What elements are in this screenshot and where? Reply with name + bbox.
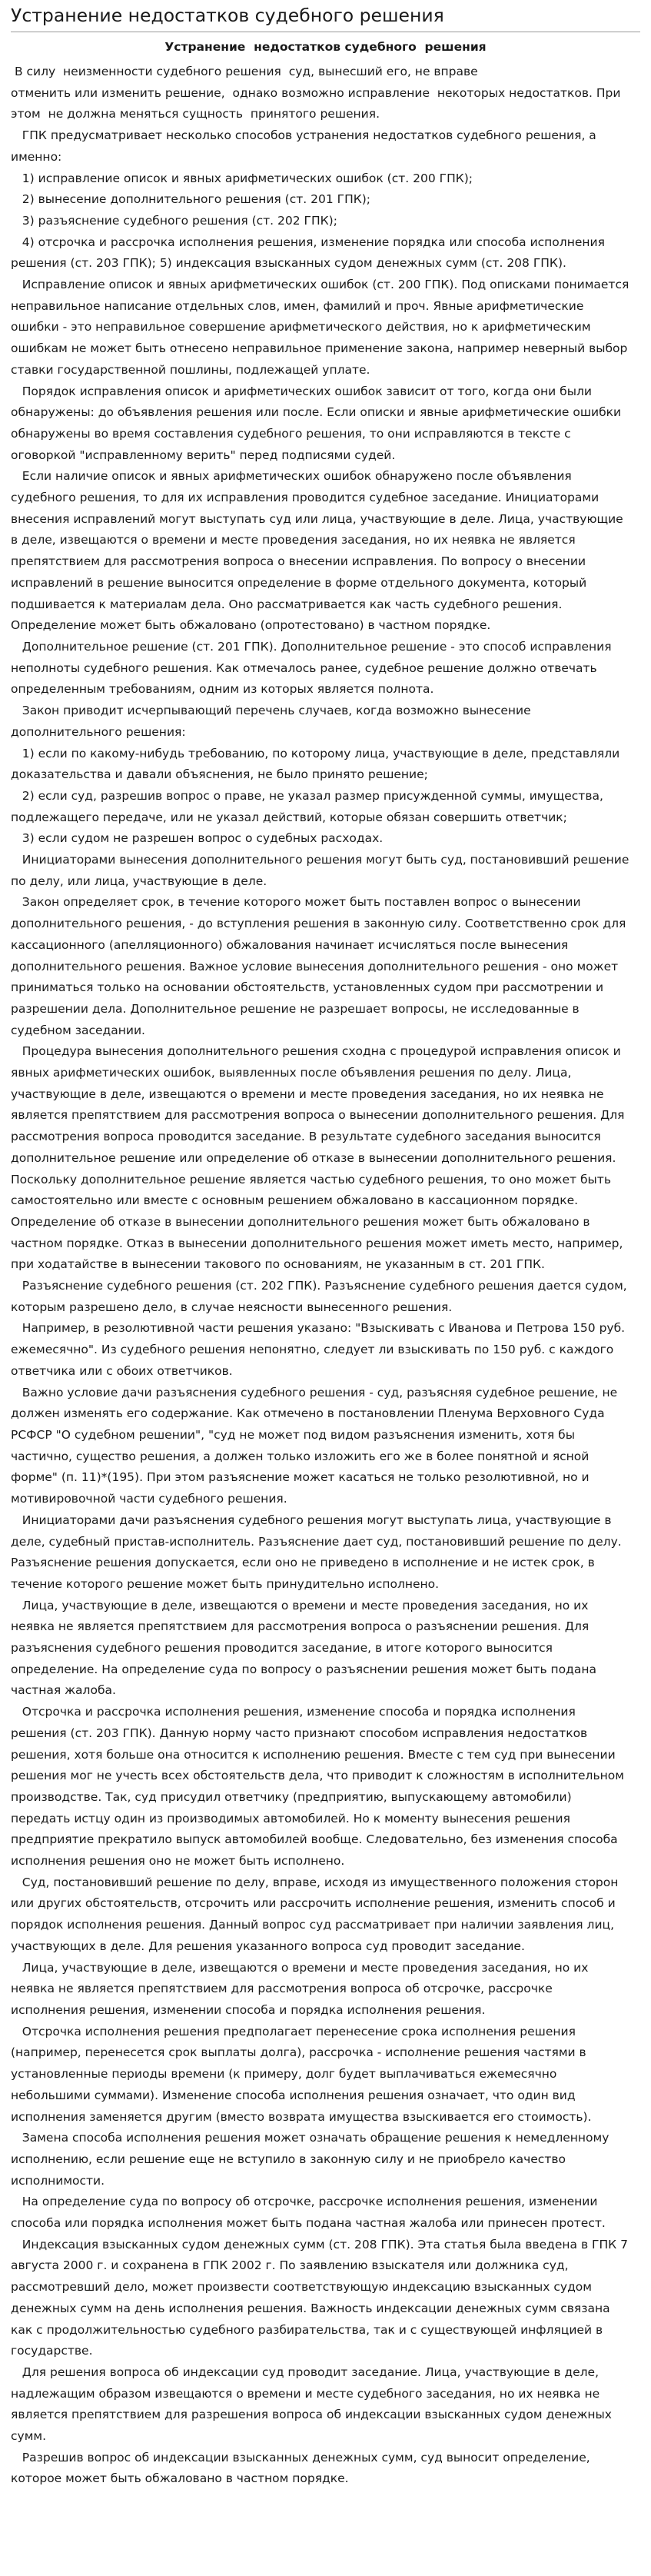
article-paragraph: Исправление описок и явных арифметических ошибок (ст. 200 ГПК). Под описками понимается неправильное написание отдельных слов, имен, фамилий и проч. Явные арифметические ошибки - это неправильное совершение арифметического действия, но к арифметическим ошибкам не может быть отнесено неправильное применение закона, например неверный выбор ставки государственной пошлины, подлежащей уплате.: [11, 278, 629, 377]
article-paragraph: Например, в резолютивной части решения указано: "Взыскивать с Иванова и Петрова 150 руб. ежемесячно". Из судебного решения непонятно, следует ли взыскивать по 150 руб. с каждого ответчика или с обоих ответчиков.: [11, 1321, 626, 1378]
article-body: [11, 62, 640, 2490]
article-paragraph: ГПК предусматривает несколько способов устранения недостатков судебного решения, а именно:: [11, 128, 596, 164]
article-paragraph: Замена способа исполнения решения может означать обращение решения к немедленному исполнению, если решение еще не вступило в законную силу и не приобрело качество исполнимости.: [11, 2131, 609, 2188]
article-paragraph: 3) разъяснение судебного решения (ст. 202 ГПК);: [11, 213, 337, 228]
article-paragraph: Лица, участвующие в деле, извещаются о времени и месте проведения заседания, но их неявка не является препятствием для рассмотрения вопроса об отсрочке, рассрочке исполнения решения, изменении способа и порядка исполнения решения.: [11, 1960, 589, 2017]
article-title: Устранение недостатков судебного решения: [164, 40, 487, 54]
article-paragraph: Важно условие дачи разъяснения судебного решения - суд, разъясняя судебное решение, не должен изменять его содержание. Как отмечено в постановлении Пленума Верховного Суда РСФСР "О судебном решении", "суд не может под видом разъяснения изменить, хотя бы частично, существо решения, а должен только изложить его же в более понятной и ясной форме" (п. 11)*(195). При этом разъяснение может касаться не только резолютивной, но и мотивировочной части судебного решения.: [11, 1385, 618, 1506]
article-paragraph: 1) если по какому-нибудь требованию, по которому лица, участвующие в деле, представляли доказательства и давали объяснения, не было принято решение;: [11, 746, 620, 782]
article-paragraph: Закон определяет срок, в течение которого может быть поставлен вопрос о вынесении дополнительного решения, - до вступления решения в законную силу. Соответственно срок для кассационного (апелляционного) обжалования начинает исчисляться после вынесения дополнительного решения. Важное условие вынесения дополнительного решения - оно может приниматься только на основании обстоятельств, установленных судом при рассмотрении и разрешении дела. Дополнительное решение не разрешает вопросы, не исследованные в судебном заседании.: [11, 895, 626, 1037]
page-title: Устранение недостатков судебного решения: [11, 0, 640, 32]
article-paragraph: Если наличие описок и явных арифметических ошибок обнаружено после объявления судебного решения, то для их исправления проводится судебное заседание. Инициаторами внесения исправлений могут выступать суд или лица, участвующие в деле. Лица, участвующие в деле, извещаются о времени и месте проведения заседания, но их неявка не является препятствием для рассмотрения вопроса о внесении исправления. По вопросу о внесении исправлений в решение выносится определение в форме отдельного документа, который подшивается к материалам дела. Оно рассматривается как часть судебного решения. Определение может быть обжаловано (опротестовано) в частном порядке.: [11, 469, 623, 633]
article-paragraph: 1) исправление описок и явных арифметических ошибок (ст. 200 ГПК);: [11, 171, 473, 185]
article-paragraph: Отсрочка и рассрочка исполнения решения, изменение способа и порядка исполнения решения (ст. 203 ГПК). Данную норму часто признают способом исправления недостатков решения, хотя больше она относится к исполнению решения. Вместе с тем суд при вынесении решения мог не учесть всех обстоятельств дела, что приводит к сложностям в исполнительном производстве. Так, суд присудил ответчику (предприятию, выпускающему автомобили) передать истцу один из производимых автомобилей. Но к моменту вынесения решения предприятие прекратило выпуск автомобилей вообще. Следовательно, без изменения способа исполнения решения оно не может быть исполнено.: [11, 1705, 624, 1869]
article-paragraph: На определение суда по вопросу об отсрочке, рассрочке исполнения решения, изменении способа или порядка исполнения может быть подана частная жалоба или принесен протест.: [11, 2195, 606, 2231]
article-paragraph: Порядок исправления описок и арифметических ошибок зависит от того, когда они были обнаружены: до объявления решения или после. Если описки и явные арифметические ошибки обнаружены во время составления судебного решения, то они исправляются в тексте с оговоркой "исправленному верить" перед подписями судей.: [11, 384, 622, 462]
article-paragraph: Индексация взысканных судом денежных сумм (ст. 208 ГПК). Эта статья была введена в ГПК 7 августа 2000 г. и сохранена в ГПК 2002 г. По заявлению взыскателя или должника суд, рассмотревший дело, может произвести соответствующую индексацию взысканных судом денежных сумм на день исполнения решения. Важность индексации денежных сумм связана как с продолжительностью судебного разбирательства, так и с существующей инфляцией в государстве.: [11, 2237, 628, 2358]
article-paragraph: 2) вынесение дополнительного решения (ст. 201 ГПК);: [11, 192, 370, 207]
article-paragraph: Инициаторами вынесения дополнительного решения могут быть суд, постановивший решение по делу, или лица, участвующие в деле.: [11, 853, 629, 888]
article-paragraph: Суд, постановивший решение по делу, вправе, исходя из имущественного положения сторон или других обстоятельств, отсрочить или рассрочить исполнение решения, изменить способ и порядок исполнения решения. Данный вопрос суд рассматривает при наличии заявления лиц, участвующих в деле. Для решения указанного вопроса суд проводит заседание.: [11, 1875, 619, 1953]
article-paragraph: Процедура вынесения дополнительного решения сходна с процедурой исправления описок и явных арифметических ошибок, выявленных после объявления решения по делу. Лица, участвующие в деле, извещаются о времени и месте проведения заседания, но их неявка не является препятствием для рассмотрения вопроса о вынесении дополнительного решения. Для рассмотрения вопроса проводится заседание. В результате судебного заседания выносится дополнительное решение или определение об отказе в вынесении дополнительного решения. Поскольку дополнительное решение является частью судебного решения, то оно может быть самостоятельно или вместе с основным решением обжаловано в кассационном порядке. Определение об отказе в вынесении дополнительного решения может быть обжаловано в частном порядке. Отказ в вынесении дополнительного решения может иметь место, например, при ходатайстве в вынесении такового по основаниям, не указанным в ст. 201 ГПК.: [11, 1044, 625, 1272]
article-paragraph: В силу неизменности судебного решения суд, вынесший его, не вправе отменить или изменить решение, однако возможно исправление некоторых недостатков. При этом не должна меняться сущность принятого решения.: [11, 65, 621, 121]
article-paragraph: Дополнительное решение (ст. 201 ГПК). Дополнительное решение - это способ исправления неполноты судебного решения. Как отмечалось ранее, судебное решение должно отвечать определенным требованиям, одним из которых является полнота.: [11, 639, 612, 697]
article-paragraph: 4) отсрочка и рассрочка исполнения решения, изменение порядка или способа исполнения решения (ст. 203 ГПК); 5) индексация взысканных судом денежных сумм (ст. 208 ГПК).: [11, 235, 605, 271]
article-paragraph: Разрешив вопрос об индексации взысканных денежных сумм, суд выносит определение, которое может быть обжаловано в частном порядке.: [11, 2450, 590, 2486]
article-paragraph: 3) если судом не разрешен вопрос о судебных расходах.: [11, 831, 384, 846]
article-paragraph: Для решения вопроса об индексации суд проводит заседание. Лица, участвующие в деле, надлежащим образом извещаются о времени и месте судебного заседания, но их неявка не является препятствием для разрешения вопроса об индексации взысканных судом денежных сумм.: [11, 2365, 612, 2444]
article-paragraph: Закон приводит исчерпывающий перечень случаев, когда возможно вынесение дополнительного решения:: [11, 704, 531, 739]
article-paragraph: Отсрочка исполнения решения предполагает перенесение срока исполнения решения (например, перенесется срок выплаты долга), рассрочка - исполнение решения частями в установленные периоды времени (к примеру, долг будет выплачиваться ежемесячно небольшими суммами). Изменение способа исполнения решения означает, что один вид исполнения заменяется другим (вместо возврата имущества взыскивается его стоимость).: [11, 2024, 592, 2124]
article-paragraph: Инициаторами дачи разъяснения судебного решения могут выступать лица, участвующие в деле, судебный пристав-исполнитель. Разъяснение дает суд, постановивший решение по делу. Разъяснение решения допускается, если оно не приведено в исполнение и не истек срок, в течение которого решение может быть принудительно исполнено.: [11, 1513, 622, 1591]
article-paragraph: Разъяснение судебного решения (ст. 202 ГПК). Разъяснение судебного решения дается судом, которым разрешено дело, в случае неясности вынесенного решения.: [11, 1279, 627, 1314]
article-paragraph: Лица, участвующие в деле, извещаются о времени и месте проведения заседания, но их неявка не является препятствием для рассмотрения вопроса о разъяснении решения. Для разъяснения судебного решения проводится заседание, в итоге которого выносится определение. На определение суда по вопросу о разъяснении решения может быть подана частная жалоба.: [11, 1598, 597, 1698]
article-paragraph: 2) если суд, разрешив вопрос о праве, не указал размер присужденной суммы, имущества, подлежащего передаче, или не указал действий, которые обязан совершить ответчик;: [11, 788, 603, 824]
